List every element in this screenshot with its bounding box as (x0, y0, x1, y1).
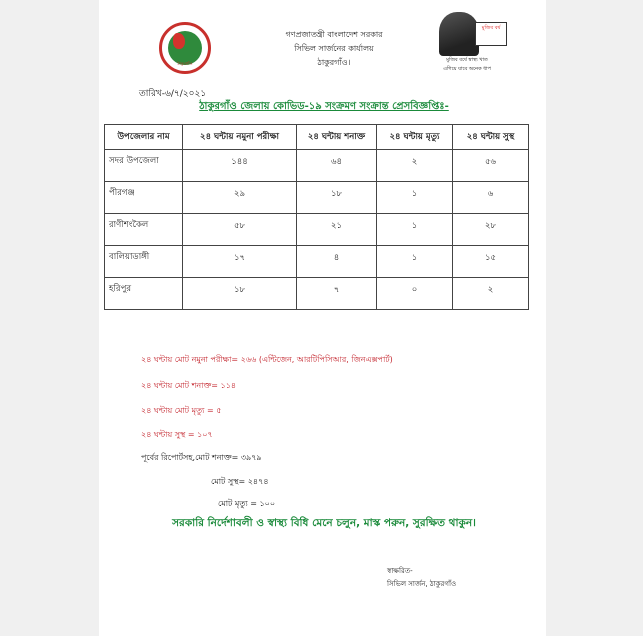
cases-cell: ২১ (297, 214, 377, 246)
recovered-cell: ৫৬ (453, 150, 529, 182)
cases-cell: ৬৪ (297, 150, 377, 182)
government-header (249, 28, 419, 70)
upazila-name: সদর উপজেলা (105, 150, 183, 182)
document-page (99, 0, 546, 636)
cases-cell: ১৮ (297, 182, 377, 214)
deaths-cell: ১ (377, 246, 453, 278)
recovered-cell: ২৮ (453, 214, 529, 246)
cases-cell: ৭ (297, 278, 377, 310)
signature-label: স্বাক্ষরিত- (387, 567, 413, 575)
header-line-2: সিভিল সার্জনের কার্যালয় (294, 44, 374, 53)
upazila-name: হরিপুর (105, 278, 183, 310)
summary-cumulative-recovered: মোট সুস্থ= ২৪৭৪ (211, 477, 269, 486)
tests-cell: ১৭ (183, 246, 297, 278)
column-header: ২৪ ঘন্টায় শনাক্ত (297, 125, 377, 150)
government-seal-logo (159, 22, 211, 74)
deaths-cell: ১ (377, 182, 453, 214)
recovered-cell: ২ (453, 278, 529, 310)
health-guideline-motto: সরকারি নির্দেশাবলী ও স্বাস্থ্য বিধি মেনে চলুন, মাস্ক পরুন, সুরক্ষিত থাকুন। (172, 517, 476, 529)
campaign-caption-line-1: মুজিব বর্ষে স্বাস্থ্য খাত (446, 57, 488, 63)
campaign-caption-line-2: এগিয়ে যাবে অনেক ধাপ (443, 66, 491, 72)
column-header: ২৪ ঘন্টায় নমুনা পরীক্ষা (183, 125, 297, 150)
column-header: ২৪ ঘন্টায় মৃত্যু (377, 125, 453, 150)
recovered-cell: ১৫ (453, 246, 529, 278)
table-row (105, 246, 529, 278)
column-header: ২৪ ঘন্টায় সুস্থ (453, 125, 529, 150)
upazila-name: বালিয়াডাঙ্গী (105, 246, 183, 278)
column-header: উপজেলার নাম (105, 125, 183, 150)
summary-total-cases: ২৪ ঘন্টায় মোট শনাক্ত= ১১৪ (141, 381, 237, 390)
upazila-name: পীরগঞ্জ (105, 182, 183, 214)
press-release-title: ঠাকুরগাঁও জেলায় কোভিড-১৯ সংক্রমণ সংক্রান্ত প্রেসবিজ্ঞপ্তিঃ- (199, 101, 449, 112)
header-line-1: গণপ্রজাতন্ত্রী বাংলাদেশ সরকার (285, 30, 383, 39)
deaths-cell: ১ (377, 214, 453, 246)
seal-red-map (173, 33, 185, 49)
mujib-year-campaign-logo (421, 12, 513, 76)
table-row (105, 182, 529, 214)
campaign-caption (421, 56, 513, 74)
summary-cumulative-cases: পূর্বের রিপোর্টসহ,মোট শনাক্ত= ৩৯৭৯ (141, 453, 262, 462)
summary-total-tests: ২৪ ঘন্টায় মোট নমুনা পরীক্ষা= ২৬৬ (এন্টিজেন, আরটিপিসিআর, জিনএক্সপার্ট) (141, 355, 393, 364)
header-line-3: ঠাকুরগাঁও। (317, 58, 351, 67)
summary-cumulative-deaths: মোট মৃত্যু = ১০০ (218, 499, 276, 508)
deaths-cell: ২ (377, 150, 453, 182)
signature-designation: সিভিল সার্জন, ঠাকুরগাঁও (387, 580, 457, 588)
table-header-row (105, 125, 529, 150)
tests-cell: ১৮ (183, 278, 297, 310)
upazila-name: রাণীশংকৈল (105, 214, 183, 246)
recovered-cell: ৬ (453, 182, 529, 214)
tests-cell: ১৪৪ (183, 150, 297, 182)
tests-cell: ২৯ (183, 182, 297, 214)
table-row (105, 150, 529, 182)
summary-total-recovered: ২৪ ঘন্টায় সুস্থ = ১০৭ (141, 430, 213, 439)
table-row (105, 278, 529, 310)
summary-total-deaths: ২৪ ঘন্টায় মোট মৃত্যু = ৫ (141, 406, 222, 415)
table-row (105, 214, 529, 246)
tests-cell: ৫৮ (183, 214, 297, 246)
deaths-cell: ০ (377, 278, 453, 310)
seal-text: ঠাকুরগাঁও (177, 61, 193, 66)
cases-cell: ৪ (297, 246, 377, 278)
campaign-badge: মুজিব বর্ষ (475, 22, 507, 46)
covid-upazila-table (104, 124, 529, 310)
document-date: তারিখ-৬/৭/২০২১ (139, 89, 207, 99)
portrait-image (439, 12, 479, 56)
